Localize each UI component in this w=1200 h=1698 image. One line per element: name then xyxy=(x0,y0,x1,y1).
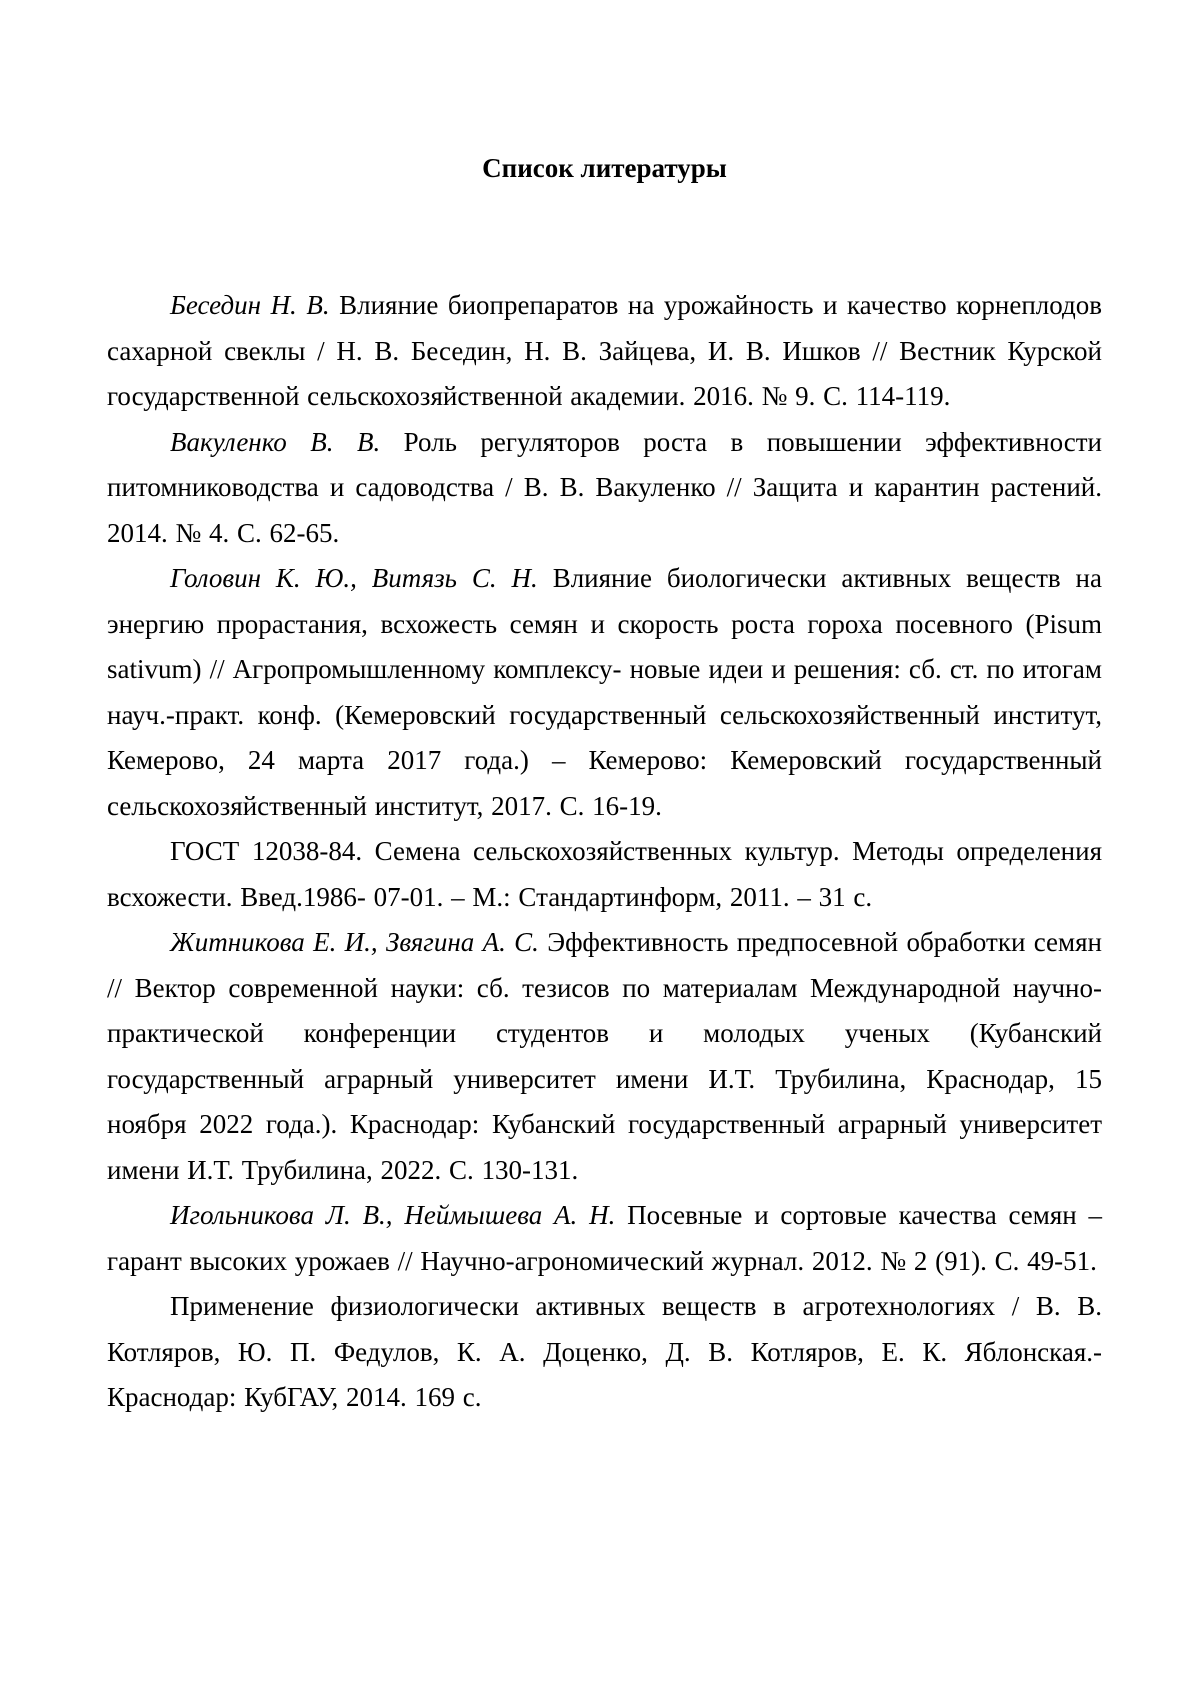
reference-authors: Житникова Е. И., Звягина А. С. xyxy=(170,927,539,957)
reference-text: ГОСТ 12038-84. Семена сельскохозяйственных культур. Методы определения всхожести. Введ.1986- 07-01. – М.: Стандартинформ, 2011. – 31 с. xyxy=(107,836,1102,912)
reference-item xyxy=(107,920,1102,1193)
reference-item xyxy=(107,283,1102,420)
reference-authors: Головин К. Ю., Витязь С. Н. xyxy=(170,563,538,593)
reference-item xyxy=(107,829,1102,920)
reference-item xyxy=(107,556,1102,829)
reference-item xyxy=(107,1193,1102,1284)
reference-text: Применение физиологически активных веществ в агротехнологиях / В. В. Котляров, Ю. П. Федулов, К. А. Доценко, Д. В. Котляров, Е. К. Яблонская.- Краснодар: КубГАУ, 2014. 169 с. xyxy=(107,1291,1102,1412)
reference-text: Роль регуляторов роста в повышении эффективности питомниководства и садоводства / В. В. Вакуленко // Защита и карантин растений. 2014. № 4. С. 62-65. xyxy=(107,426,1102,548)
reference-item xyxy=(107,1284,1102,1421)
reference-text: Влияние биопрепаратов на урожайность и качество корнеплодов сахарной свеклы / Н. В. Беседин, Н. В. Зайцева, И. В. Ишков // Вестник Курской государственной сельскохозяйственной академии. 2016. № 9. С. 114-119. xyxy=(107,290,1102,411)
reference-authors: Игольникова Л. В., Неймышева А. Н. xyxy=(170,1200,616,1230)
page-title: Список литературы xyxy=(482,153,727,183)
reference-text: Посевные и сортовые качества семян – гарант высоких урожаев // Научно-агрономический журнал. 2012. № 2 (91). С. 49-51. xyxy=(107,1200,1103,1276)
reference-text: Влияние биологически активных веществ на энергию прорастания, всхожесть семян и скорость роста гороха посевного (Pisum sativum) // Агропромышленному комплексу- новые идеи и решения: сб. ст. по итогам науч.-практ. конф. (Кемеровский государственный сельскохозяйственный институт, Кемерово, 24 марта 2017 года.) – Кемерово: Кемеровский государственный сельскохозяйственный институт, 2017. С. 16-19. xyxy=(107,563,1102,821)
reference-authors: Вакуленко В. В. xyxy=(170,426,381,457)
reference-authors: Беседин Н. В. xyxy=(170,290,330,320)
reference-item xyxy=(107,420,1102,557)
reference-text: Эффективность предпосевной обработки семян // Вектор современной науки: сб. тезисов по материалам Международной научно-практической конференции студентов и молодых ученых (Кубанский государственный аграрный университет имени И.Т. Трубилина, Краснодар, 15 ноября 2022 года.). Краснодар: Кубанский государственный аграрный университет имени И.Т. Трубилина, 2022. С. 130-131. xyxy=(107,927,1102,1185)
